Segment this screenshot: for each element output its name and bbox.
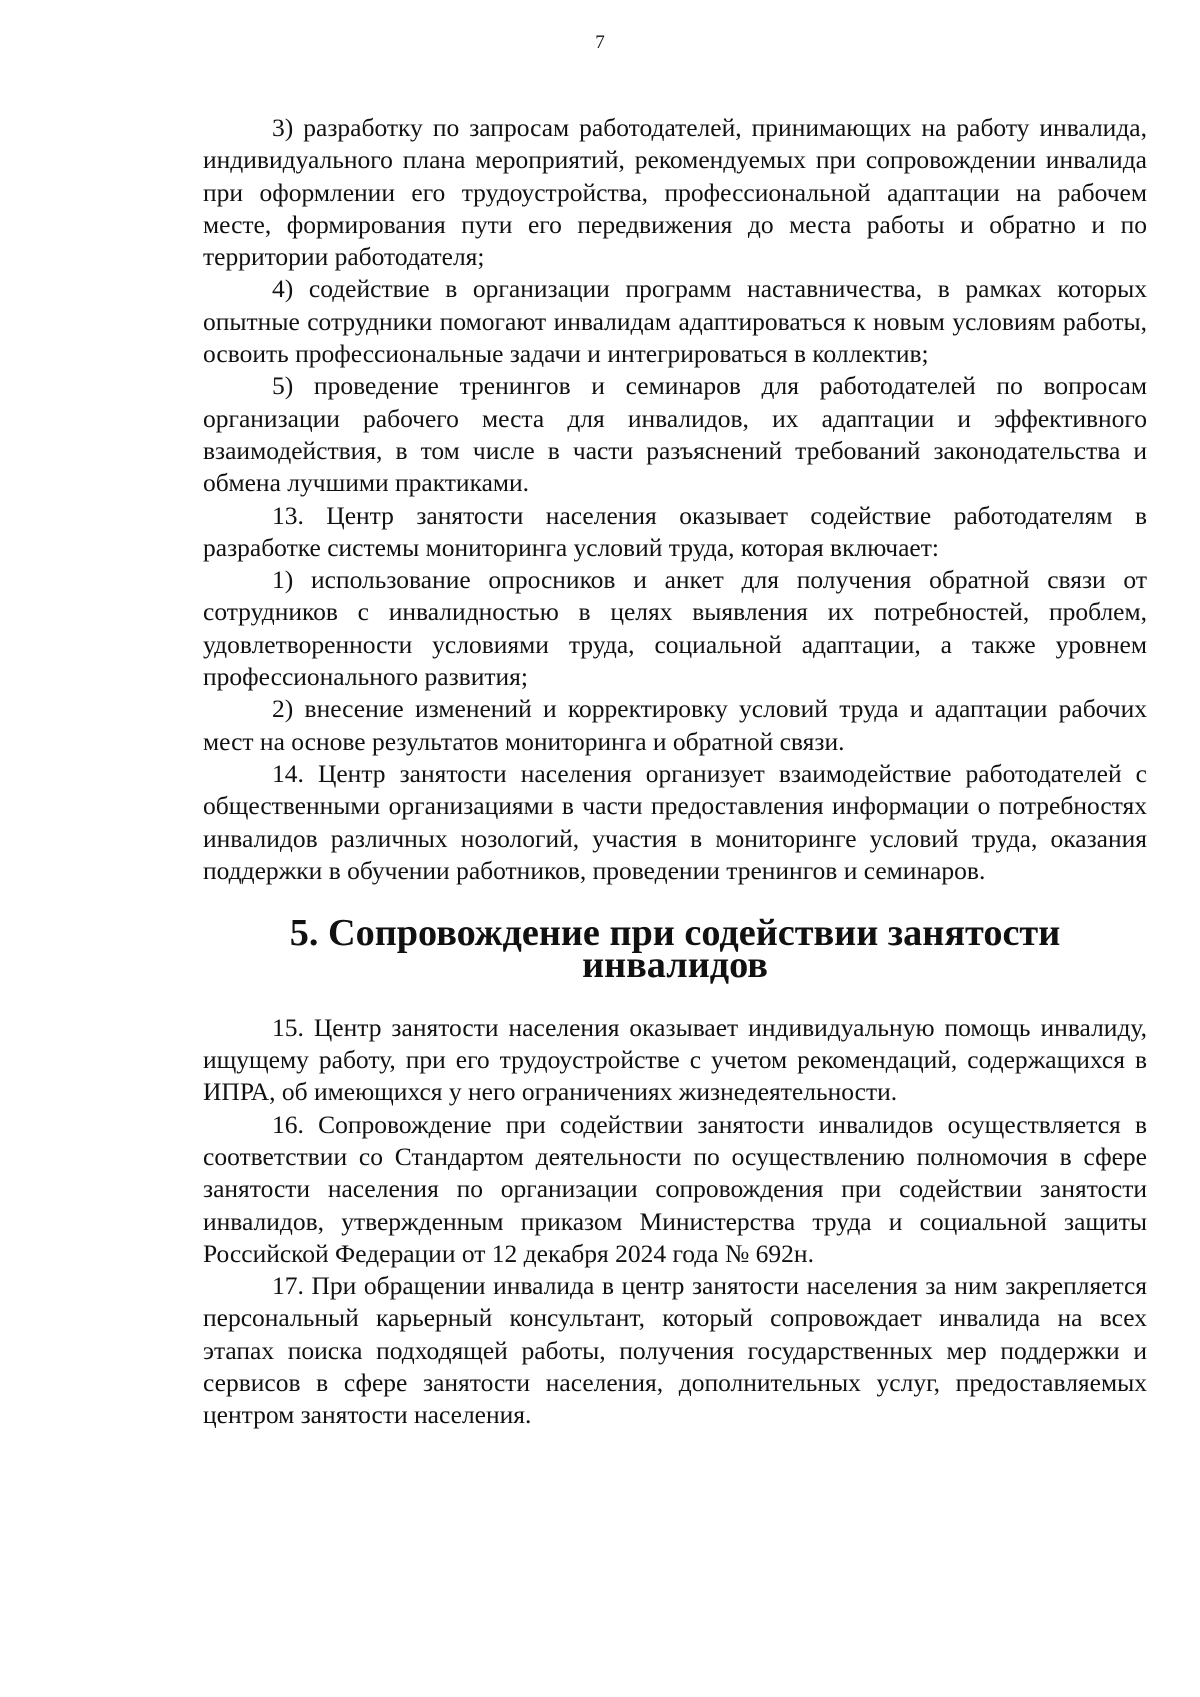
paragraph-clause-15: 15. Центр занятости населения оказывает индивидуальную помощь инвалиду, ищущему работу, при его трудоустройстве с учетом рекомендаций, содержащихся в ИПРА, об имеющихся у него ограничениях жизнедеятельности. xyxy=(203,1012,1147,1107)
section-heading: 5. Сопровождение при содействии занятости инвалидов xyxy=(289,912,1061,987)
paragraph-clause-13: 13. Центр занятости населения оказывает содействие работодателям в разработке системы мониторинга условий труда, которая включает: xyxy=(203,500,1147,562)
paragraph-clause-16: 16. Сопровождение при содействии занятости инвалидов осуществляется в соответствии со Стандартом деятельности по осуществлению полномочия в сфере занятости населения по организации сопровождения при содействии занятости инвалидов, утвержденным приказом Министерства труда и социальной защиты Российской Федерации от 12 декабря 2024 года № 692н. xyxy=(203,1109,1147,1268)
paragraph-item-5: 5) проведение тренингов и семинаров для работодателей по вопросам организации рабочего места для инвалидов, их адаптации и эффективного взаимодействия, в том числе в части разъяснений требований законодательства и обмена лучшими практиками. xyxy=(203,371,1147,498)
paragraph-item-1: 1) использование опросников и анкет для получения обратной связи от сотрудников с инвалидностью в целях выявления их потребностей, проблем, удовлетворенности условиями труда, социальной адаптации, а также уровнем профессионального развития; xyxy=(203,565,1147,692)
paragraph-clause-17: 17. При обращении инвалида в центр занятости населения за ним закрепляется персональный карьерный консультант, который сопровождает инвалида на всех этапах поиска подходящей работы, получения государственных мер поддержки и сервисов в сфере занятости населения, дополнительных услуг, предоставляемых центром занятости населения. xyxy=(203,1271,1147,1430)
paragraph-item-2: 2) внесение изменений и корректировку условий труда и адаптации рабочих мест на основе результатов мониторинга и обратной связи. xyxy=(203,694,1147,756)
paragraph-item-4: 4) содействие в организации программ наставничества, в рамках которых опытные сотрудники помогают инвалидам адаптироваться к новым условиям работы, освоить профессиональные задачи и интегрироваться в коллектив; xyxy=(203,274,1147,369)
page-number: 7 xyxy=(595,32,605,53)
paragraph-clause-14: 14. Центр занятости населения организует взаимодействие работодателей с общественными организациями в части предоставления информации о потребностях инвалидов различных нозологий, участия в мониторинге условий труда, оказания поддержки в обучении работников, проведении тренингов и семинаров. xyxy=(203,758,1147,885)
paragraph-item-3: 3) разработку по запросам работодателей, принимающих на работу инвалида, индивидуального плана мероприятий, рекомендуемых при сопровождении инвалида при оформлении его трудоустройства, профессиональной адаптации на рабочем месте, формирования пути его передвижения до места работы и обратно и по территории работодателя; xyxy=(203,113,1147,272)
document-body xyxy=(203,112,1147,1432)
